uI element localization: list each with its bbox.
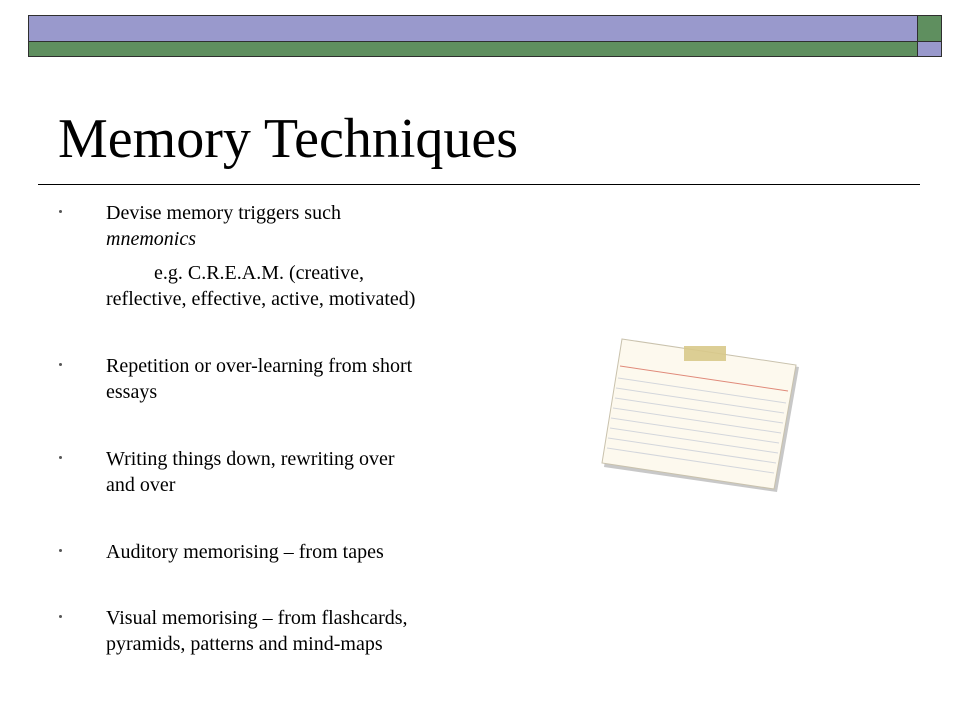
index-card-icon <box>600 335 800 495</box>
bullet-text: and over <box>106 474 176 496</box>
bullet-text: pyramids, patterns and mind-maps <box>106 633 383 655</box>
bullet-subtext: e.g. C.R.E.A.M. (creative, <box>154 262 364 284</box>
slide-title: Memory Techniques <box>58 108 519 170</box>
bullet-text: Visual memorising – from flashcards, <box>106 607 408 629</box>
bullet-subtext-cont: reflective, effective, active, motivated) <box>106 288 416 310</box>
bullet-text-italic: mnemonics <box>106 228 196 250</box>
bullet-text: Auditory memorising – from tapes <box>106 541 384 563</box>
bullet-item <box>106 353 476 405</box>
bullet-dot <box>59 456 62 459</box>
bullet-text: Devise memory triggers such <box>106 202 341 224</box>
bullet-item <box>106 539 476 565</box>
bullet-item <box>106 446 476 498</box>
bullet-dot <box>59 363 62 366</box>
bullet-dot <box>59 549 62 552</box>
bullet-dot <box>59 210 62 213</box>
bullet-text: essays <box>106 381 158 403</box>
bullet-item <box>106 200 476 312</box>
bullet-text: Writing things down, rewriting over <box>106 448 395 470</box>
bullet-dot <box>59 615 62 618</box>
bullet-item <box>106 605 476 657</box>
bullet-text: Repetition or over-learning from short <box>106 355 413 377</box>
